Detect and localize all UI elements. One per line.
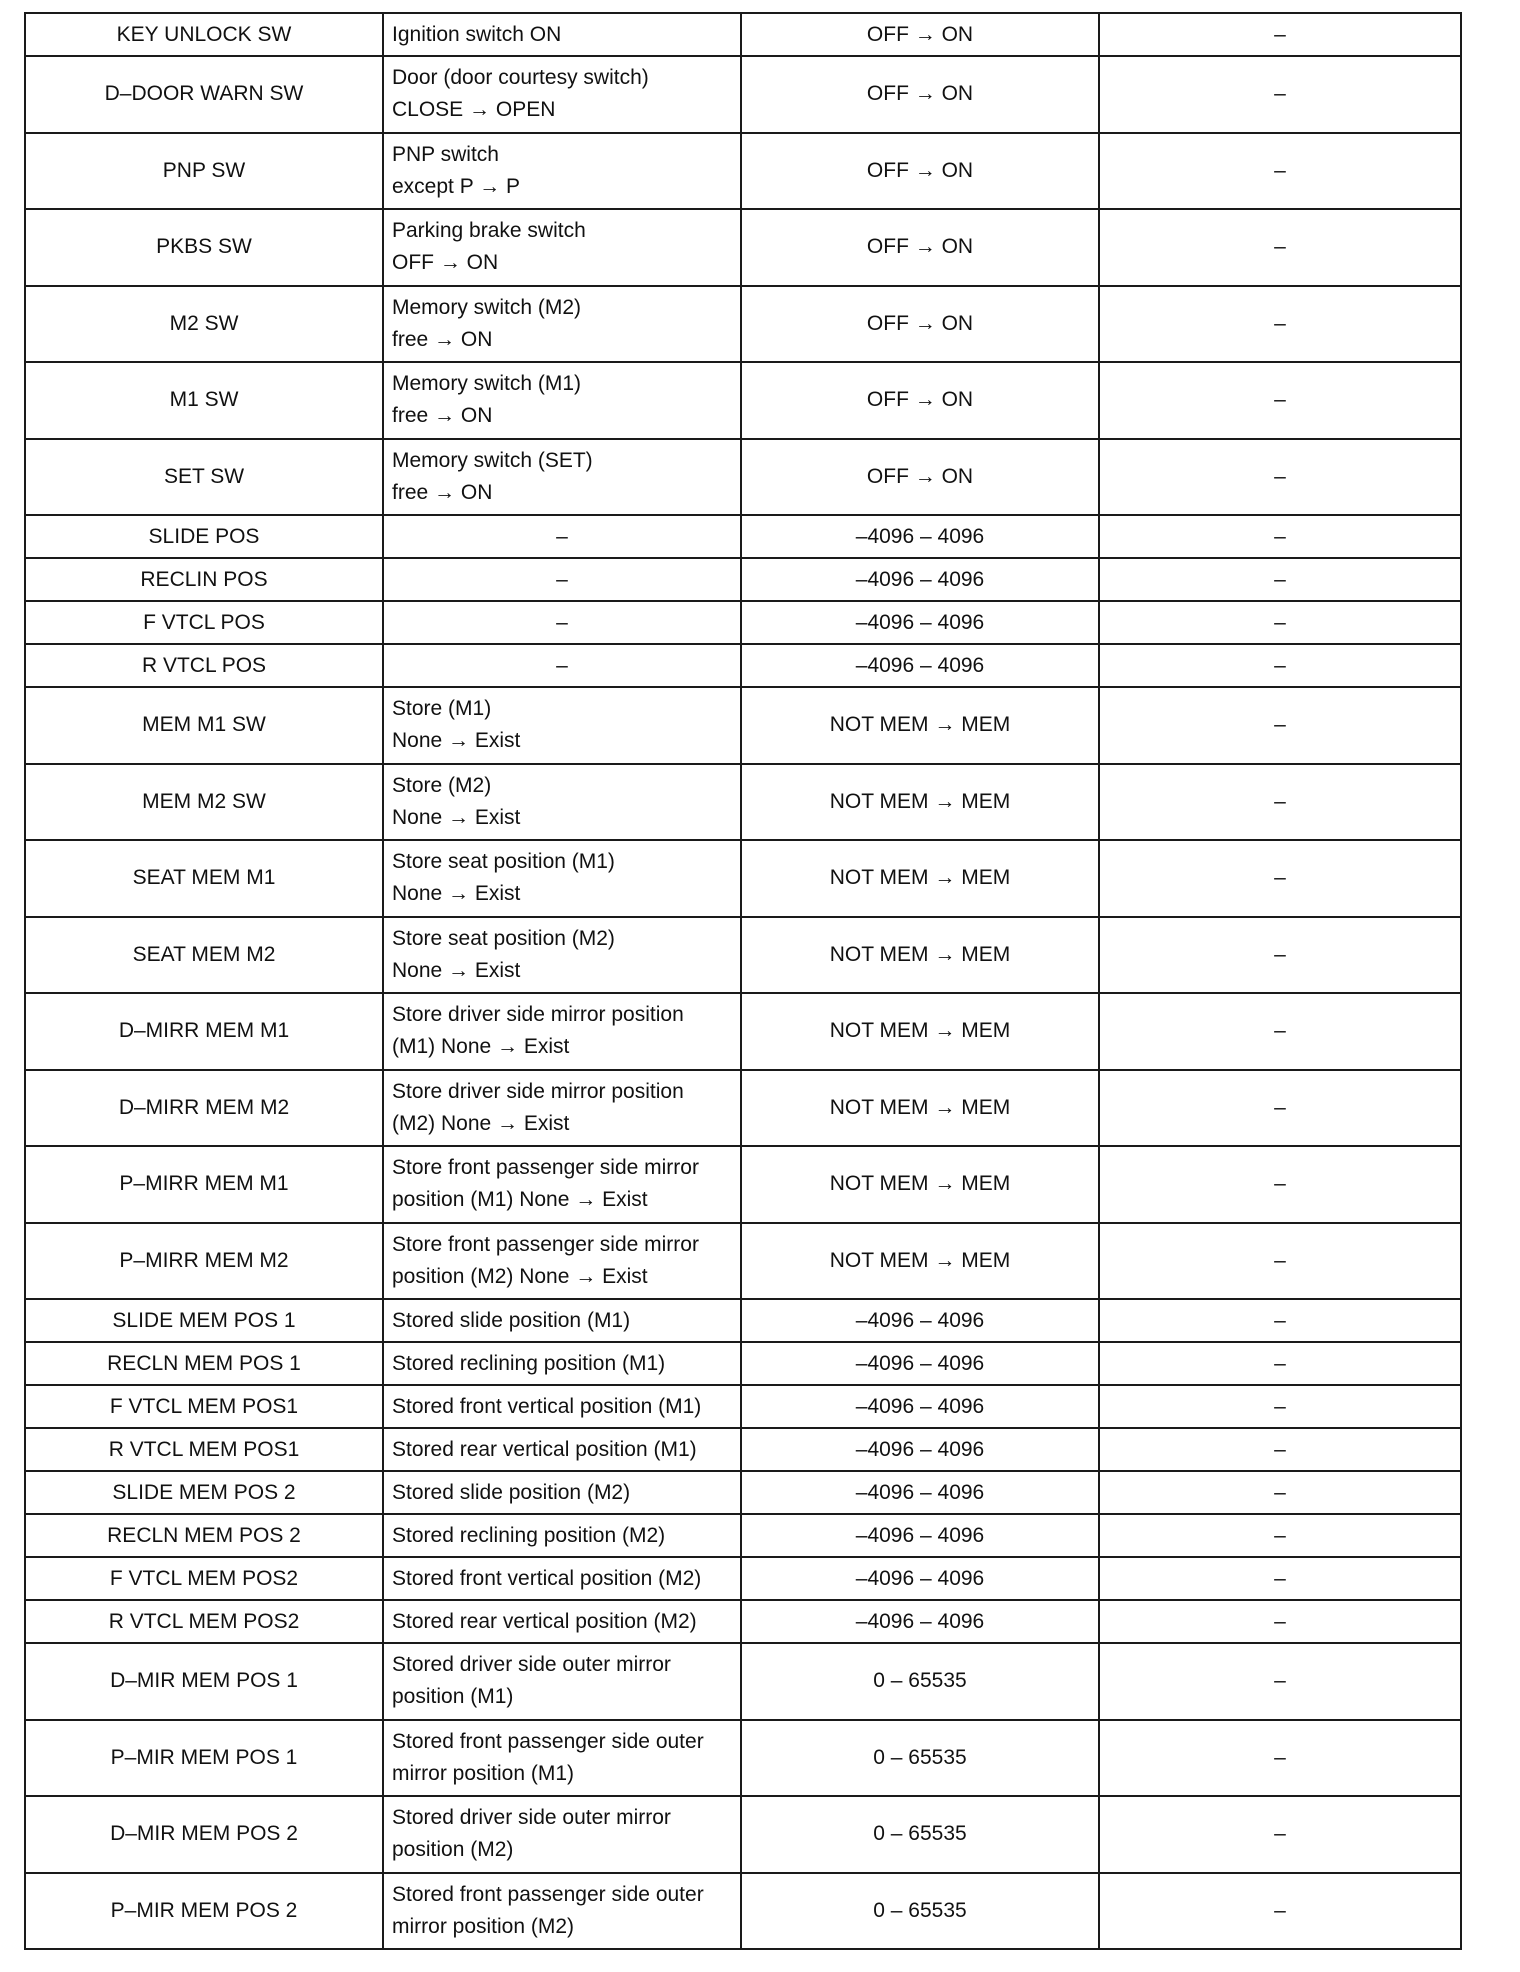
cell-tester-display: RECLN MEM POS 2 xyxy=(25,1514,383,1557)
cell-measurement-item xyxy=(383,1146,741,1223)
cell-normal-condition: –4096 – 4096 xyxy=(741,1514,1099,1557)
cell-line: Store front passenger side mirror xyxy=(392,1156,699,1180)
cell-diagnostic-note: – xyxy=(1099,286,1461,363)
cell-normal-condition: –4096 – 4096 xyxy=(741,515,1099,558)
cell-measurement-item xyxy=(383,917,741,994)
cell-tester-display: RECLIN POS xyxy=(25,558,383,601)
cell-measurement-item xyxy=(383,362,741,439)
cell-measurement-item xyxy=(383,1796,741,1873)
cell-normal-condition: –4096 – 4096 xyxy=(741,1385,1099,1428)
cell-normal-condition: OFF → ON xyxy=(741,133,1099,210)
cell-diagnostic-note: – xyxy=(1099,1342,1461,1385)
cell-measurement-item xyxy=(383,1223,741,1300)
cell-measurement-item xyxy=(383,1643,741,1720)
cell-normal-condition: NOT MEM → MEM xyxy=(741,993,1099,1070)
table-row xyxy=(25,1146,1461,1223)
table-row xyxy=(25,362,1461,439)
cell-measurement-item xyxy=(383,1342,741,1385)
cell-diagnostic-note: – xyxy=(1099,1146,1461,1223)
cell-tester-display: D–MIR MEM POS 1 xyxy=(25,1643,383,1720)
cell-normal-condition: OFF → ON xyxy=(741,209,1099,286)
cell-measurement-item xyxy=(383,209,741,286)
table-row xyxy=(25,644,1461,687)
cell-measurement-item xyxy=(383,1600,741,1643)
cell-tester-display: D–MIRR MEM M2 xyxy=(25,1070,383,1147)
cell-line: Store driver side mirror position xyxy=(392,1079,684,1103)
cell-tester-display: KEY UNLOCK SW xyxy=(25,13,383,56)
cell-tester-display: MEM M1 SW xyxy=(25,687,383,764)
cell-measurement-item xyxy=(383,993,741,1070)
cell-line: None → Exist xyxy=(392,805,521,829)
cell-normal-condition: –4096 – 4096 xyxy=(741,601,1099,644)
table-row xyxy=(25,917,1461,994)
cell-diagnostic-note: – xyxy=(1099,1299,1461,1342)
cell-line: Memory switch (SET) xyxy=(392,448,593,472)
cell-measurement-item xyxy=(383,1514,741,1557)
cell-line: Stored front vertical position (M2) xyxy=(392,1566,702,1590)
cell-normal-condition: OFF → ON xyxy=(741,439,1099,516)
cell-tester-display: SEAT MEM M2 xyxy=(25,917,383,994)
cell-line: PNP switch xyxy=(392,142,499,166)
table-row xyxy=(25,1223,1461,1300)
cell-line: Store (M1) xyxy=(392,697,492,721)
cell-line: Store seat position (M1) xyxy=(392,850,615,874)
cell-line: (M2) None → Exist xyxy=(392,1111,570,1135)
cell-line: Stored rear vertical position (M2) xyxy=(392,1609,697,1633)
cell-measurement-item xyxy=(383,515,741,558)
cell-normal-condition: OFF → ON xyxy=(741,13,1099,56)
cell-line: Stored driver side outer mirror xyxy=(392,1653,671,1677)
table-row xyxy=(25,56,1461,133)
table-row xyxy=(25,1471,1461,1514)
table-body xyxy=(25,13,1461,1949)
cell-measurement-item xyxy=(383,558,741,601)
table-row xyxy=(25,1873,1461,1950)
table-row xyxy=(25,558,1461,601)
table-row xyxy=(25,1385,1461,1428)
cell-normal-condition: –4096 – 4096 xyxy=(741,1428,1099,1471)
cell-diagnostic-note: – xyxy=(1099,1514,1461,1557)
cell-tester-display: P–MIRR MEM M2 xyxy=(25,1223,383,1300)
cell-normal-condition: NOT MEM → MEM xyxy=(741,1146,1099,1223)
table-row xyxy=(25,1514,1461,1557)
cell-tester-display: P–MIR MEM POS 2 xyxy=(25,1873,383,1950)
cell-tester-display: F VTCL MEM POS1 xyxy=(25,1385,383,1428)
cell-line: Store seat position (M2) xyxy=(392,926,615,950)
cell-diagnostic-note: – xyxy=(1099,13,1461,56)
cell-diagnostic-note: – xyxy=(1099,1428,1461,1471)
cell-line: Stored rear vertical position (M1) xyxy=(392,1437,697,1461)
cell-measurement-item xyxy=(383,601,741,644)
cell-normal-condition: –4096 – 4096 xyxy=(741,1342,1099,1385)
cell-line: mirror position (M1) xyxy=(392,1761,575,1785)
cell-diagnostic-note: – xyxy=(1099,1070,1461,1147)
cell-line: None → Exist xyxy=(392,729,521,753)
cell-line: Stored reclining position (M2) xyxy=(392,1523,666,1547)
cell-line: Stored front vertical position (M1) xyxy=(392,1394,702,1418)
cell-measurement-item xyxy=(383,1720,741,1797)
cell-diagnostic-note: – xyxy=(1099,1643,1461,1720)
cell-diagnostic-note: – xyxy=(1099,687,1461,764)
cell-diagnostic-note: – xyxy=(1099,1223,1461,1300)
table-row xyxy=(25,687,1461,764)
cell-tester-display: SLIDE MEM POS 1 xyxy=(25,1299,383,1342)
cell-diagnostic-note: – xyxy=(1099,644,1461,687)
table-row xyxy=(25,515,1461,558)
cell-measurement-item xyxy=(383,1428,741,1471)
cell-measurement-item xyxy=(383,13,741,56)
cell-line: Door (door courtesy switch) xyxy=(392,66,649,90)
cell-line: Store (M2) xyxy=(392,773,492,797)
cell-line: position (M1) xyxy=(392,1685,514,1709)
cell-tester-display: SET SW xyxy=(25,439,383,516)
table-row xyxy=(25,1070,1461,1147)
cell-measurement-item xyxy=(383,439,741,516)
cell-normal-condition: OFF → ON xyxy=(741,362,1099,439)
cell-normal-condition: –4096 – 4096 xyxy=(741,1557,1099,1600)
cell-line: Stored front passenger side outer xyxy=(392,1882,704,1906)
table-row xyxy=(25,1643,1461,1720)
table-row xyxy=(25,1299,1461,1342)
cell-line: Store driver side mirror position xyxy=(392,1003,684,1027)
cell-normal-condition: 0 – 65535 xyxy=(741,1796,1099,1873)
cell-line: Parking brake switch xyxy=(392,219,586,243)
cell-line: free → ON xyxy=(392,404,493,428)
cell-diagnostic-note: – xyxy=(1099,558,1461,601)
cell-normal-condition: –4096 – 4096 xyxy=(741,558,1099,601)
table-row xyxy=(25,439,1461,516)
cell-measurement-item xyxy=(383,1873,741,1950)
cell-tester-display: R VTCL POS xyxy=(25,644,383,687)
cell-measurement-item xyxy=(383,1299,741,1342)
cell-line: Stored slide position (M1) xyxy=(392,1308,631,1332)
cell-diagnostic-note: – xyxy=(1099,1720,1461,1797)
cell-measurement-item xyxy=(383,687,741,764)
cell-tester-display: MEM M2 SW xyxy=(25,764,383,841)
table-row xyxy=(25,1720,1461,1797)
cell-diagnostic-note: – xyxy=(1099,764,1461,841)
cell-line: None → Exist xyxy=(392,882,521,906)
cell-measurement-item xyxy=(383,840,741,917)
cell-line: free → ON xyxy=(392,480,493,504)
cell-line: Stored slide position (M2) xyxy=(392,1480,631,1504)
cell-measurement-item xyxy=(383,286,741,363)
cell-line: CLOSE → OPEN xyxy=(392,98,556,122)
table-row xyxy=(25,1342,1461,1385)
cell-diagnostic-note: – xyxy=(1099,133,1461,210)
cell-line: mirror position (M2) xyxy=(392,1914,575,1938)
cell-line: except P → P xyxy=(392,174,521,198)
cell-tester-display: R VTCL MEM POS2 xyxy=(25,1600,383,1643)
cell-normal-condition: NOT MEM → MEM xyxy=(741,1223,1099,1300)
cell-tester-display: SLIDE MEM POS 2 xyxy=(25,1471,383,1514)
cell-diagnostic-note: – xyxy=(1099,439,1461,516)
table-row xyxy=(25,993,1461,1070)
cell-measurement-item xyxy=(383,644,741,687)
cell-tester-display: D–MIRR MEM M1 xyxy=(25,993,383,1070)
cell-tester-display: R VTCL MEM POS1 xyxy=(25,1428,383,1471)
cell-normal-condition: 0 – 65535 xyxy=(741,1643,1099,1720)
cell-tester-display: P–MIR MEM POS 1 xyxy=(25,1720,383,1797)
cell-normal-condition: NOT MEM → MEM xyxy=(741,764,1099,841)
cell-tester-display: M2 SW xyxy=(25,286,383,363)
cell-diagnostic-note: – xyxy=(1099,1796,1461,1873)
data-list-table xyxy=(24,12,1462,1950)
cell-diagnostic-note: – xyxy=(1099,993,1461,1070)
cell-tester-display: F VTCL MEM POS2 xyxy=(25,1557,383,1600)
cell-normal-condition: –4096 – 4096 xyxy=(741,1299,1099,1342)
cell-diagnostic-note: – xyxy=(1099,362,1461,439)
cell-normal-condition: –4096 – 4096 xyxy=(741,644,1099,687)
cell-line: Stored reclining position (M1) xyxy=(392,1351,666,1375)
cell-normal-condition: –4096 – 4096 xyxy=(741,1471,1099,1514)
cell-line: Memory switch (M1) xyxy=(392,372,582,396)
cell-tester-display: SLIDE POS xyxy=(25,515,383,558)
cell-diagnostic-note: – xyxy=(1099,1600,1461,1643)
cell-tester-display: P–MIRR MEM M1 xyxy=(25,1146,383,1223)
table-row xyxy=(25,601,1461,644)
cell-line: position (M2) xyxy=(392,1838,514,1862)
cell-normal-condition: –4096 – 4096 xyxy=(741,1600,1099,1643)
table-row xyxy=(25,133,1461,210)
cell-line: OFF → ON xyxy=(392,251,499,275)
cell-diagnostic-note: – xyxy=(1099,209,1461,286)
cell-line: – xyxy=(556,610,568,634)
cell-line: – xyxy=(556,653,568,677)
cell-diagnostic-note: – xyxy=(1099,917,1461,994)
cell-measurement-item xyxy=(383,133,741,210)
cell-line: Ignition switch ON xyxy=(392,22,562,46)
cell-measurement-item xyxy=(383,764,741,841)
cell-line: free → ON xyxy=(392,327,493,351)
cell-normal-condition: NOT MEM → MEM xyxy=(741,687,1099,764)
cell-line: None → Exist xyxy=(392,958,521,982)
cell-line: Store front passenger side mirror xyxy=(392,1232,699,1256)
cell-normal-condition: 0 – 65535 xyxy=(741,1873,1099,1950)
table-row xyxy=(25,1428,1461,1471)
cell-diagnostic-note: – xyxy=(1099,840,1461,917)
cell-line: position (M2) None → Exist xyxy=(392,1264,648,1288)
cell-diagnostic-note: – xyxy=(1099,1385,1461,1428)
cell-diagnostic-note: – xyxy=(1099,601,1461,644)
cell-normal-condition: OFF → ON xyxy=(741,56,1099,133)
cell-tester-display: F VTCL POS xyxy=(25,601,383,644)
cell-tester-display: PNP SW xyxy=(25,133,383,210)
cell-diagnostic-note: – xyxy=(1099,515,1461,558)
cell-diagnostic-note: – xyxy=(1099,1471,1461,1514)
cell-tester-display: SEAT MEM M1 xyxy=(25,840,383,917)
cell-tester-display: PKBS SW xyxy=(25,209,383,286)
cell-line: position (M1) None → Exist xyxy=(392,1188,648,1212)
table-row xyxy=(25,1600,1461,1643)
cell-measurement-item xyxy=(383,56,741,133)
table-row xyxy=(25,840,1461,917)
cell-diagnostic-note: – xyxy=(1099,56,1461,133)
cell-line: – xyxy=(556,567,568,591)
table-row xyxy=(25,286,1461,363)
cell-line: (M1) None → Exist xyxy=(392,1035,570,1059)
cell-normal-condition: 0 – 65535 xyxy=(741,1720,1099,1797)
cell-normal-condition: OFF → ON xyxy=(741,286,1099,363)
cell-normal-condition: NOT MEM → MEM xyxy=(741,840,1099,917)
cell-diagnostic-note: – xyxy=(1099,1557,1461,1600)
table-row xyxy=(25,1796,1461,1873)
cell-measurement-item xyxy=(383,1557,741,1600)
table-row xyxy=(25,209,1461,286)
cell-line: Stored front passenger side outer xyxy=(392,1729,704,1753)
cell-line: Stored driver side outer mirror xyxy=(392,1806,671,1830)
table-row xyxy=(25,13,1461,56)
cell-tester-display: D–MIR MEM POS 2 xyxy=(25,1796,383,1873)
cell-tester-display: D–DOOR WARN SW xyxy=(25,56,383,133)
cell-tester-display: M1 SW xyxy=(25,362,383,439)
cell-normal-condition: NOT MEM → MEM xyxy=(741,917,1099,994)
cell-diagnostic-note: – xyxy=(1099,1873,1461,1950)
cell-normal-condition: NOT MEM → MEM xyxy=(741,1070,1099,1147)
table-row xyxy=(25,764,1461,841)
document-page xyxy=(24,12,1460,1950)
cell-measurement-item xyxy=(383,1471,741,1514)
cell-tester-display: RECLN MEM POS 1 xyxy=(25,1342,383,1385)
cell-line: Memory switch (M2) xyxy=(392,295,582,319)
table-row xyxy=(25,1557,1461,1600)
cell-measurement-item xyxy=(383,1070,741,1147)
cell-measurement-item xyxy=(383,1385,741,1428)
cell-line: – xyxy=(556,524,568,548)
